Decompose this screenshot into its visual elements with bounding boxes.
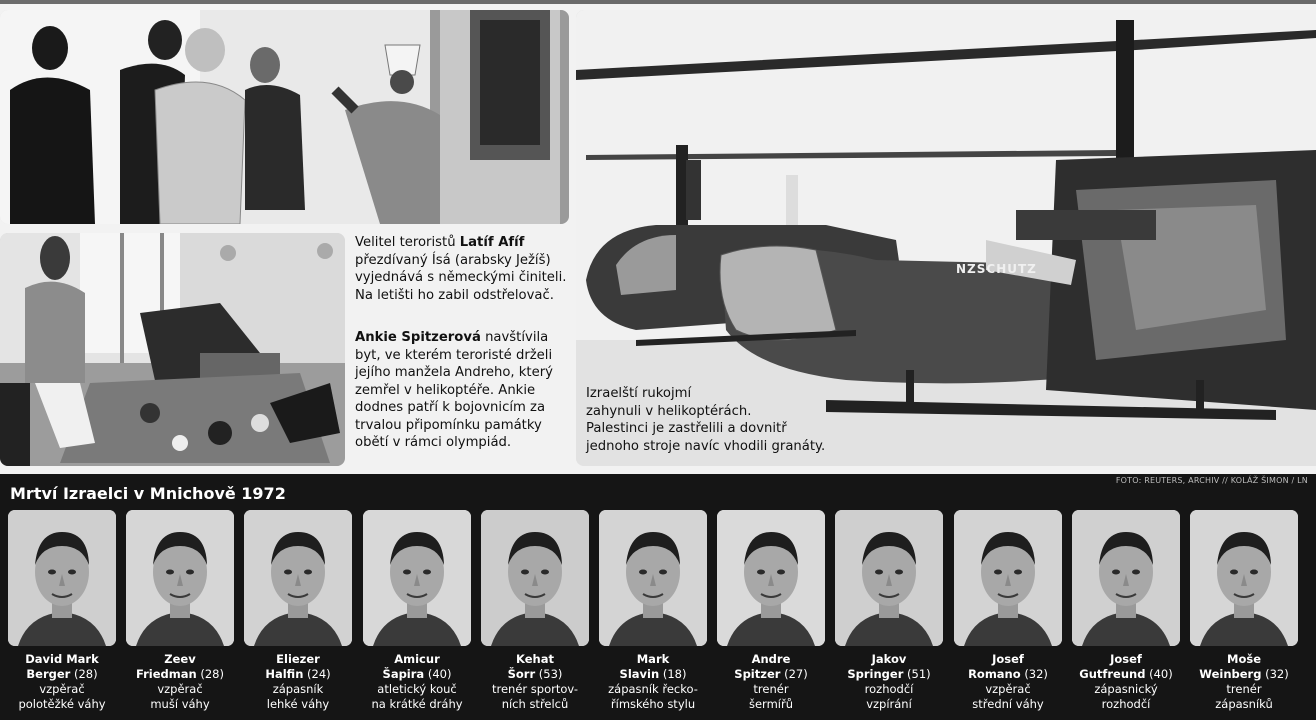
victim-last-name: Romano <box>968 667 1021 681</box>
victim-card <box>363 510 471 712</box>
victim-portrait <box>8 510 116 646</box>
victim-age: (28) <box>74 667 98 681</box>
victim-age: (32) <box>1024 667 1048 681</box>
victim-role-line2: šermířů <box>748 697 793 711</box>
victim-last-name: Weinberg <box>1199 667 1262 681</box>
victim-first-name: Andre <box>751 652 791 666</box>
victim-name <box>1190 652 1298 682</box>
caption-ankie-line6: trvalou připomínku památky <box>355 417 542 433</box>
victim-role-line2: vzpírání <box>866 697 912 711</box>
victim-role-line1: trenér <box>753 682 789 696</box>
victim-role-line1: vzpěrač <box>985 682 1031 696</box>
victim-last-name: Slavin <box>619 667 660 681</box>
victim-first-name: Amicur <box>394 652 440 666</box>
heli-marking: NZSCHUTZ <box>956 262 1037 276</box>
caption-ankie-line5: dodnes patří k bojovnicím za <box>355 400 546 415</box>
victim-last-name-line <box>954 667 1062 682</box>
victim-role-line1: zápasník řecko- <box>608 682 698 696</box>
caption-afif-line2: přezdívaný Ísá (arabsky Ježíš) <box>355 252 551 268</box>
victim-role-line2: střední váhy <box>972 697 1044 711</box>
victim-card <box>126 510 234 712</box>
caption-afif-name: Latíf Afíf <box>459 235 525 250</box>
victim-portrait <box>244 510 352 646</box>
victim-first-name: Josef <box>1110 652 1142 666</box>
victim-name <box>717 652 825 682</box>
photo-credit: FOTO: REUTERS, ARCHIV // KOLÁŽ ŠIMON / LN <box>1115 476 1308 485</box>
victim-portrait <box>954 510 1062 646</box>
caption-afif <box>355 234 570 304</box>
victim-name <box>954 652 1062 682</box>
victim-portrait <box>599 510 707 646</box>
victim-first-name: David Mark <box>25 652 99 666</box>
caption-ankie <box>355 329 570 452</box>
victim-age: (51) <box>907 667 931 681</box>
victim-last-name: Halfin <box>265 667 304 681</box>
victim-role-line1: trenér sportov- <box>491 682 579 696</box>
victim-age: (53) <box>538 667 563 681</box>
victim-role-line1: zápasník <box>272 682 324 696</box>
victim-role-line2: rozhodčí <box>1101 697 1151 711</box>
victim-card <box>1190 510 1298 712</box>
victim-first-name: Josef <box>992 652 1024 666</box>
victim-name <box>835 652 943 682</box>
victim-last-name-line <box>599 667 707 682</box>
victim-role-line2: římského stylu <box>610 697 696 711</box>
victim-name <box>599 652 707 682</box>
victim-card <box>244 510 352 712</box>
victim-portrait <box>363 510 471 646</box>
victim-role-line1: atletický kouč <box>377 682 457 696</box>
caption-afif-line3: vyjednává s německými činiteli. <box>355 270 567 285</box>
photo-negotiation <box>0 10 569 224</box>
victim-card <box>717 510 825 712</box>
victim-last-name-line <box>717 667 825 682</box>
victim-portrait <box>1072 510 1180 646</box>
victim-last-name-line <box>8 667 116 682</box>
victim-role-line2: ních střelců <box>501 697 569 711</box>
victim-last-name-line <box>1072 667 1180 682</box>
victim-role-line2: lehké váhy <box>266 697 330 711</box>
victim-first-name: Kehat <box>516 652 554 666</box>
victim-last-name-line <box>835 667 943 682</box>
victims-list <box>8 510 1308 715</box>
victim-card <box>954 510 1062 712</box>
section-title: Mrtví Izraelci v Mnichově 1972 <box>10 484 286 503</box>
victim-age: (18) <box>662 667 687 681</box>
victim-last-name: Spitzer <box>734 667 781 681</box>
caption-ankie-line4: zemřel v helikoptéře. Ankie <box>355 382 536 398</box>
victim-last-name: Šorr <box>507 667 536 681</box>
victim-role-line1: vzpěrač <box>157 682 203 696</box>
victim-name <box>244 652 352 682</box>
victim-last-name: Friedman <box>136 667 197 681</box>
victim-first-name: Eliezer <box>276 652 320 666</box>
caption-heli-line1: Izraelští rukojmí <box>586 386 692 401</box>
victim-name <box>8 652 116 682</box>
caption-heli-line4: jednoho stroje navíc vhodili granáty. <box>586 438 826 454</box>
victim-role-line2: na krátké dráhy <box>371 697 463 711</box>
victim-last-name-line <box>244 667 352 682</box>
victim-portrait <box>1190 510 1298 646</box>
caption-ankie-line2: byt, ve kterém teroristé drželi <box>355 347 553 363</box>
victim-card <box>599 510 707 712</box>
victim-last-name: Springer <box>847 667 904 681</box>
caption-helicopter <box>586 385 886 455</box>
victim-first-name: Jakov <box>871 652 907 666</box>
caption-afif-line4: Na letišti ho zabil odstřelovač. <box>355 287 554 303</box>
victim-role-line2: polotěžké váhy <box>18 697 106 711</box>
victim-last-name: Šapira <box>382 667 425 681</box>
victim-name <box>1072 652 1180 682</box>
victim-name <box>481 652 589 682</box>
photo-apartment <box>0 233 345 466</box>
victim-age: (40) <box>1149 667 1173 681</box>
victim-portrait <box>126 510 234 646</box>
victim-card <box>835 510 943 712</box>
victim-portrait <box>717 510 825 646</box>
victim-portrait <box>481 510 589 646</box>
victim-age: (24) <box>307 667 331 681</box>
caption-ankie-line3: jejího manžela Andreho, který <box>355 365 553 380</box>
victim-portrait <box>835 510 943 646</box>
victim-first-name: Moše <box>1227 652 1261 666</box>
victim-card <box>1072 510 1180 712</box>
caption-ankie-name: Ankie Spitzerová <box>355 330 481 345</box>
victim-name <box>363 652 471 682</box>
victim-age: (28) <box>200 667 224 681</box>
victim-last-name-line <box>363 667 471 682</box>
victim-last-name: Gutfreund <box>1079 667 1146 681</box>
victim-card <box>8 510 116 712</box>
victim-role-line2: muší váhy <box>150 697 210 711</box>
victim-role-line1: zápasnický <box>1094 682 1158 696</box>
caption-ankie-line7: obětí v rámci olympiád. <box>355 435 512 450</box>
victim-last-name-line <box>126 667 234 682</box>
victim-age: (32) <box>1265 667 1289 681</box>
victim-role-line1: vzpěrač <box>39 682 85 696</box>
victim-last-name-line <box>481 667 589 682</box>
victim-first-name: Mark <box>636 652 670 666</box>
victim-age: (27) <box>784 667 808 681</box>
victim-age: (40) <box>427 667 452 681</box>
victim-last-name-line <box>1190 667 1298 682</box>
caption-heli-line2: zahynuli v helikoptérách. <box>586 403 752 419</box>
victim-role-line1: trenér <box>1226 682 1262 696</box>
victim-role-line2: zápasníků <box>1215 697 1273 711</box>
victim-name <box>126 652 234 682</box>
caption-ankie-line1: navštívila <box>480 330 549 345</box>
caption-afif-line1: Velitel teroristů <box>355 235 460 250</box>
victim-first-name: Zeev <box>164 652 196 666</box>
caption-heli-line3: Palestinci je zastřelili a dovnitř <box>586 421 787 436</box>
victim-role-line1: rozhodčí <box>864 682 914 696</box>
victim-last-name: Berger <box>26 667 71 681</box>
victim-card <box>481 510 589 712</box>
